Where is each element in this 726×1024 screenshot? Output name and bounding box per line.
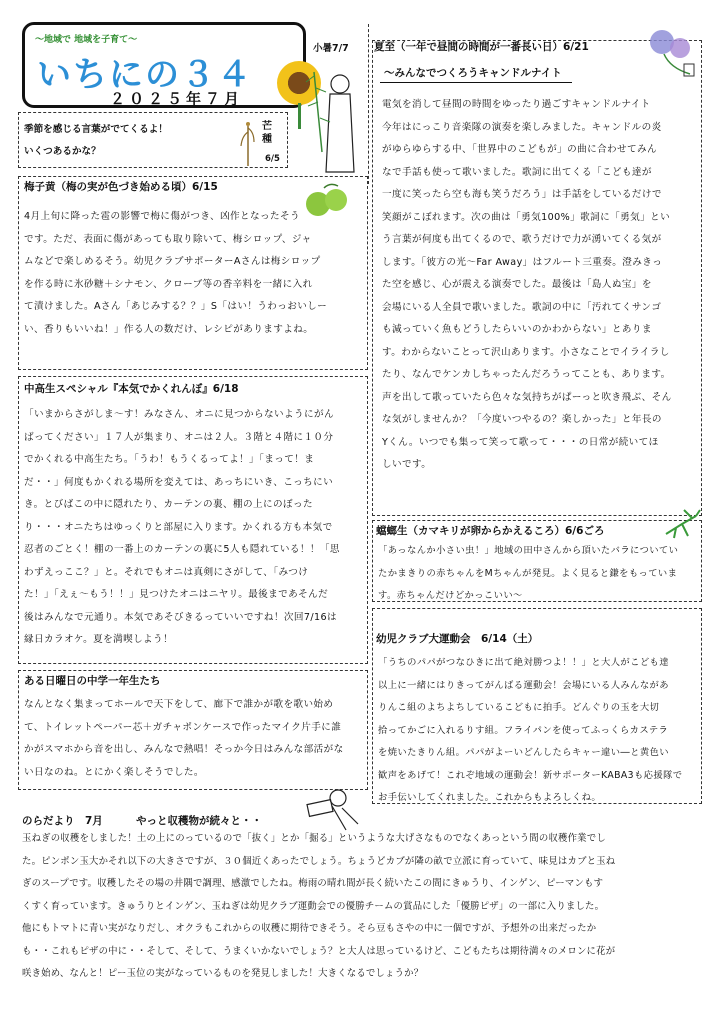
nora-line: た。ピンポン玉大かそれ以下の大きさですが、３０個近くあったでしょう。ちょうどカブが隣の畝で立派に育っていて、味見はカブと玉ね <box>22 855 616 867</box>
season-question-line1: 季節を感じる言葉がでてくるよ！ <box>24 124 168 135</box>
ume-body <box>24 206 364 341</box>
chugaku-title: ある日曜日の中学一年生たち <box>24 675 161 687</box>
hide-line: 「いまからさがしま〜す！みなさん、オニに見つからないようにがん <box>24 409 334 420</box>
ume-line: い、香りもいいね！」作る人の数だけ、レシピがありますよね。 <box>24 323 314 335</box>
geshi-line: も減っていく魚もどうしたらいいのかわからない」とありま <box>382 324 652 335</box>
chugaku-line: かがスマホから音を出し、みんなで熱唱！そっか今日はみんな部活がな <box>24 744 344 755</box>
season-term: 芒種 <box>262 121 272 145</box>
kamakiri-body <box>378 540 700 608</box>
hydrangea-icon <box>644 24 700 80</box>
nora-title: のらだより 7月 <box>22 815 103 827</box>
festival-girl-illustration <box>300 62 366 182</box>
undokai-line: 「うちのパパがつなひきに出て絶対勝つよ！！」と大人がこども達 <box>378 657 669 668</box>
geshi-line: な気がしませんか？「今度いつやるの？楽しかった」と年長の <box>382 414 662 425</box>
ume-line: を作る時に氷砂糖＋シナモン、クローブ等の香辛料を一緒に入れ <box>24 278 313 290</box>
nora-line: ぎのスープです。収穫したその場の井隅で調理、感激でしたね。梅雨の晴れ間が長く続いたこの間にきゅうり、インゲン、ピーマンもす <box>22 878 604 889</box>
chugaku-line: い日なのね。とにかく楽しそうでした。 <box>24 766 204 778</box>
masthead-tagline: 〜地域で 地域を子育て〜 <box>35 35 138 45</box>
geshi-line: なで手話も使って歌いました。歌詞に出てくる「こども達が <box>382 166 652 178</box>
undokai-line: 拾ってかごに入れるりす組。フライパンを使ってふっくらカステラ <box>378 724 669 736</box>
hide-line: ばってください」１７人が集まり、オニは２人。３階と４階に１０分 <box>24 431 334 443</box>
geshi-line: 会場にいる人全員で歌いました。歌詞の中に「汚れてくサンゴ <box>382 301 662 313</box>
ume-line: ムなどで楽しめるそう。幼児クラブサポーターAさんは梅シロップ <box>24 256 321 267</box>
geshi-line: 電気を消して昼間の時間をゆったり過ごすキャンドルナイト <box>382 99 651 110</box>
nora-line: くすく育っています。きゅうりとインゲン、玉ねぎは幼児クラブ運動会での優勝チームの賞品にした「優勝ピザ」の一部に入りました。 <box>22 900 605 912</box>
undokai-title: 幼児クラブ大運動会 6/14（土） <box>376 633 539 645</box>
undokai-line: りんこ組のよちよちしているこどもに拍手。どんぐりの玉を大切 <box>378 702 660 713</box>
hide-and-seek-title: 中高生スペシャル『本気でかくれんぼ』6/18 <box>24 383 239 395</box>
nora-line: 他にもトマトに青い実がなりだし、オクラもこれからの収穫に期待できそう。そら豆もさやの中に一個ですが、予想外の出来だったか <box>22 923 597 934</box>
ume-title: 梅子黄（梅の実が色づき始める頃）6/15 <box>24 181 218 193</box>
chugaku-line: なんとなく集まってホールで天下をして、廊下で誰かが歌を歌い始め <box>24 699 334 710</box>
undokai-line: 歓声をあげて！これぞ地域の運動会！新サポーターKABA3も応援隊で <box>378 769 683 781</box>
undokai-line: 以上に一緒にはりきってがんばる運動会！会場にいる人みんながあ <box>378 679 669 691</box>
nora-line: 咲き始め、なんと！ピー玉位の実がなっているものを発見しました！大きくなるでしょうか？ <box>22 968 424 979</box>
undokai-body <box>378 652 700 810</box>
geshi-line: しいです。 <box>382 459 432 470</box>
geshi-line: たり、なんでケンカしちゃったんだろうってことも、あります。 <box>382 369 671 380</box>
kamakiri-line: たかまきりの赤ちゃんをMちゃんが発見。よく見ると鎌をもっていま <box>378 567 678 579</box>
hide-line: でかくれる中高生たち。「うわ！もうくるってよ！」「まって！ま <box>24 454 315 465</box>
geshi-line: 声を出して歌っていたら色々な気持ちがぱーっと吹き飛ぶ、そん <box>382 391 672 403</box>
shosho-label: 小暑7/7 <box>313 43 349 54</box>
mantis-icon <box>662 506 702 540</box>
geshi-line: がゆらゆらする中、「世界中のこどもが」の曲に合わせてみん <box>382 144 658 155</box>
geshi-line: た空を感じ、心が震える演奏でした。最後は「島人ぬ宝」を <box>382 279 652 290</box>
geshi-subtitle: 〜みんなでつくろうキャンドルナイト <box>384 67 562 79</box>
geshi-line: 一度に笑ったら空も海も笑うだろう」は手話をしているだけで <box>382 189 662 200</box>
rice-plant-icon <box>236 118 260 166</box>
chugaku-body <box>24 694 364 784</box>
kamakiri-title: 蟷螂生（カマキリが卵からかえるころ）6/6ごろ <box>376 525 605 537</box>
hide-line: わずえっここ？」と。それでもオニは真剣にさがして、「みつけ <box>24 566 309 578</box>
ume-line: です。ただ、表面に傷があっても取り除いて、梅シロップ、ジャ <box>24 233 312 245</box>
hide-line: 忍者のごとく！棚の一番上のカーテンの裏に5人も隠れている！！「思 <box>24 544 340 555</box>
nora-subtitle: やっと収穫物が続々と・・ <box>136 815 262 827</box>
farmer-illustration <box>304 784 364 832</box>
ume-line: て漬けました。Aさん「あじみする？？」S「はい！うわっおいしー <box>24 301 328 312</box>
masthead-title: いちにの３４ <box>37 55 253 95</box>
geshi-line: 笑顔がこぼれます。次の曲は「勇気100%」歌詞に「勇気」とい <box>382 211 671 223</box>
kamakiri-line: す。赤ちゃんだけどかっこいい〜 <box>378 590 523 601</box>
issue-date: ２０２５年７月 <box>110 90 244 108</box>
geshi-title: 夏至（一年で昼間の時間が一番長い日）6/21 <box>374 41 589 53</box>
hide-line: 縁日カラオケ。夏を満喫しよう！ <box>24 634 174 645</box>
undokai-line: を焼いたきりん組。パパがよーいどんしたらキャー違い―と黄色い <box>378 747 669 758</box>
geshi-body <box>382 94 700 477</box>
geshi-line: 今年はにっこり音楽隊の演奏を楽しみました。キャンドルの炎 <box>382 121 662 133</box>
undokai-line: お手伝いしてくれました。これからもよろしくね。 <box>378 792 602 803</box>
geshi-line: Yくん。いつでも集って笑って歌って・・・の日常が続いてほ <box>382 436 659 448</box>
geshi-line: う言葉が何度も出てくるので、歌うだけで力が湧いてくる気が <box>382 234 662 245</box>
ume-line: 4月上旬に降った雹の影響で梅に傷がつき、凶作となったそう <box>24 211 300 222</box>
nora-body <box>22 828 708 986</box>
column-divider <box>368 24 369 184</box>
geshi-subtitle-underline <box>380 82 572 83</box>
chugaku-line: て、トイレットペーパー芯＋ガチャポンケースで作ったマイク片手に誰 <box>24 721 342 733</box>
hide-and-seek-body <box>24 404 364 652</box>
season-question-line2: いくつあるかな？ <box>24 146 101 157</box>
hide-line: た！」「えぇ〜もう！！」見つけたオニはニヤリ。最後まであそんだ <box>24 589 329 600</box>
geshi-line: します。「彼方の光〜Far Away」はフルート三重奏。澄みきっ <box>382 256 663 268</box>
geshi-line: す。わからないことって沢山あります。小さなことでイライラし <box>382 346 670 358</box>
hide-line: き。とびばこの中に隠れたり、カーテンの裏、棚の上にのぼった <box>24 499 313 510</box>
hide-line: り・・・オニたちはゆっくりと部屋に入ります。かくれる方も本気で <box>24 521 333 533</box>
kamakiri-line: 「あっなんか小さい虫！」地域の田中さんから頂いたバラについてい <box>378 545 679 556</box>
hide-line: 後はみんなで元通り。本気であそびきるっていいですね！次回7/16は <box>24 611 337 623</box>
nora-line: も・・これもピザの中に・・そして、そして、うまくいかないでしょう？と大人は思っているけど、こどもたちは期待満々のメロンに花が <box>22 945 616 957</box>
hide-line: だ・・」何度もかくれる場所を変えては、あっちにいき、こっちにい <box>24 476 334 488</box>
season-term-date: 6/5 <box>265 154 280 164</box>
nora-line: 玉ねぎの収穫をしました！土の上にのっているので「抜く」とか「掘る」というような大げさなものでなくあっという間の収穫作業でし <box>22 833 606 844</box>
